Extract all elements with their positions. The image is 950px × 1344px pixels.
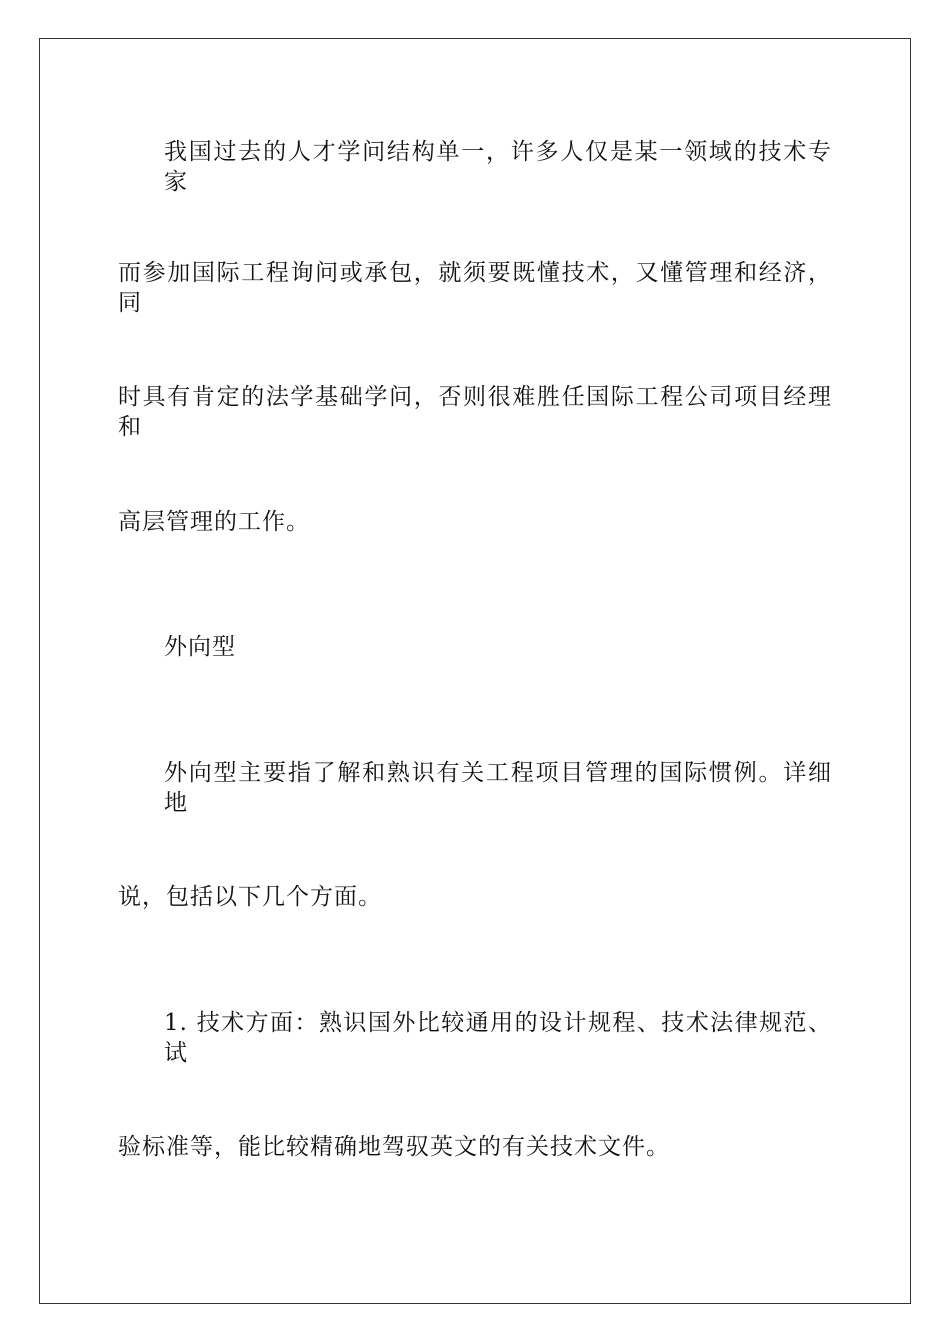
paragraph-line-1: 我国过去的人才学问结构单一，许多人仅是某一领域的技术专家 [164,139,832,195]
list-item-line-1: 1. 技术方面：熟识国外比较通用的设计规程、技术法律规范、试 [164,1010,832,1066]
paragraph-line-2: 而参加国际工程询问或承包，就须要既懂技术，又懂管理和经济，同 [118,260,832,316]
paragraph-line-6: 说，包括以下几个方面。 [118,884,382,910]
list-item-line-2: 验标准等，能比较精确地驾驭英文的有关技术文件。 [118,1134,670,1160]
paragraph-line-5: 外向型主要指了解和熟识有关工程项目管理的国际惯例。详细地 [164,760,832,816]
paragraph-line-3: 时具有肯定的法学基础学问，否则很难胜任国际工程公司项目经理和 [118,384,832,440]
page-border [39,38,911,1304]
paragraph-line-4: 高层管理的工作。 [118,509,310,535]
section-heading: 外向型 [164,634,236,660]
